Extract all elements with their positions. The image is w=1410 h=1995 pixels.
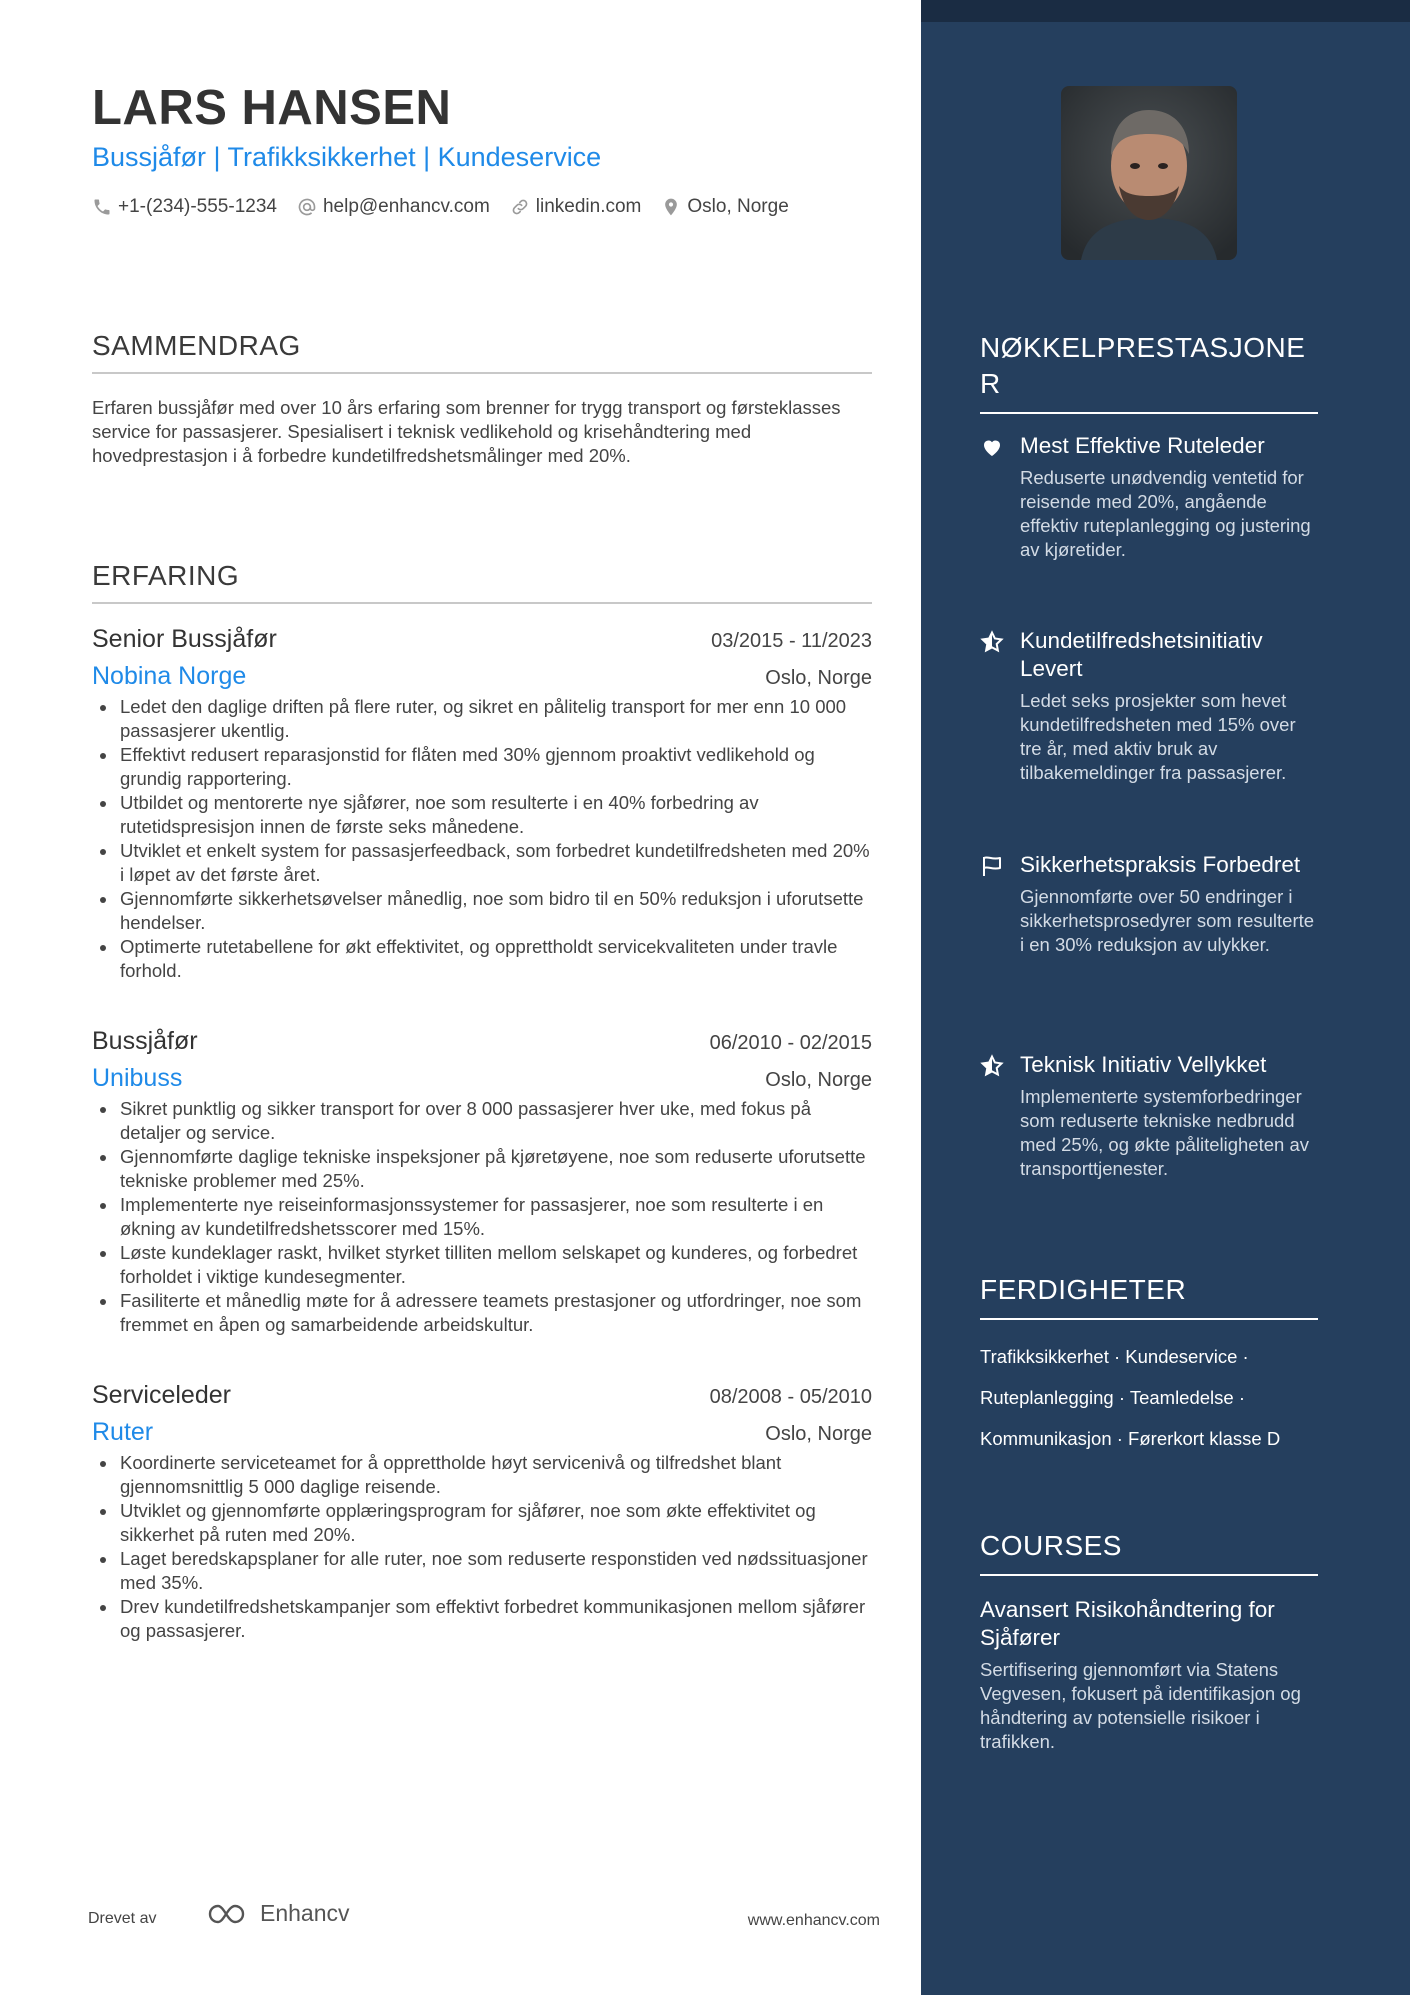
brand-logo[interactable]	[206, 1900, 350, 1927]
job-bullet: Implementerte nye reiseinformasjonssystemer for passasjerer, noe som resulterte i en økning av kundetilfredshetsscorer med 15%.	[92, 1193, 872, 1241]
job-bullet: Ledet den daglige driften på flere ruter, og sikret en pålitelig transport for mer enn 10 000 passasjerer ukentlig.	[92, 695, 872, 743]
courses-title: COURSES	[980, 1528, 1318, 1576]
contact-location	[661, 196, 788, 218]
job-bullet: Gjennomførte daglige tekniske inspeksjoner på kjøretøyene, noe som reduserte uforutsette tekniske problemer med 25%.	[92, 1145, 872, 1193]
profile-photo	[1061, 86, 1237, 260]
job-bullets	[92, 1097, 872, 1337]
candidate-headline: Bussjåfør | Trafikksikkerhet | Kundeservice	[92, 142, 602, 172]
heart-icon	[980, 435, 1004, 459]
achievement-item	[980, 432, 1318, 562]
candidate-name: LARS HANSEN	[92, 81, 452, 135]
at-icon	[297, 197, 317, 217]
location-pin-icon	[661, 197, 681, 217]
skills-line: Ruteplanlegging · Teamledelse ·	[980, 1387, 1245, 1408]
achievements-title: NØKKELPRESTASJONER	[980, 330, 1318, 414]
experience-section	[92, 560, 872, 1641]
job-dates: 03/2015 - 11/2023	[711, 630, 872, 652]
contact-bar	[92, 196, 789, 218]
achievement-item	[980, 627, 1318, 785]
job-title: Senior Bussjåfør	[92, 625, 277, 653]
job-bullet: Sikret punktlig og sikker transport for over 8 000 passasjerer hver uke, med fokus på detaljer og service.	[92, 1097, 872, 1145]
website-link[interactable]: www.enhancv.com	[747, 1912, 880, 1929]
profile-photo-image	[1061, 86, 1237, 260]
job-title: Serviceleder	[92, 1381, 231, 1409]
brand-name: Enhancv	[260, 1900, 350, 1926]
job-bullet: Utviklet et enkelt system for passasjerfeedback, som forbedret kundetilfredsheten med 20% i løpet av det første året.	[92, 839, 872, 887]
phone-text: +1-(234)-555-1234	[118, 196, 277, 217]
course-title: Avansert Risikohåndtering for Sjåfører	[980, 1597, 1275, 1650]
achievement-item	[980, 851, 1318, 957]
skills-section	[980, 1272, 1318, 1459]
job-dates: 08/2008 - 05/2010	[709, 1386, 872, 1408]
footer	[88, 1900, 880, 1940]
summary-title: SAMMENDRAG	[92, 330, 872, 374]
star-icon	[980, 1054, 1004, 1078]
achievements-section	[980, 330, 1318, 1179]
star-icon	[980, 630, 1004, 654]
job-bullet: Løste kundeklager raskt, hvilket styrket tilliten mellom selskapet og kunderes, og forbedret forholdet i viktige kundesegmenter.	[92, 1241, 872, 1289]
achievement-title: Teknisk Initiativ Vellykket	[1020, 1052, 1267, 1077]
achievement-title: Mest Effektive Ruteleder	[1020, 433, 1265, 458]
job-bullet: Laget beredskapsplaner for alle ruter, noe som reduserte responstiden ved nødssituasjoner med 35%.	[92, 1547, 872, 1595]
location-text: Oslo, Norge	[687, 196, 789, 217]
job-bullet: Koordinerte serviceteamet for å opprettholde høyt servicenivå og tilfredshet blant gjennomsnittlig 5 000 daglige reisende.	[92, 1451, 872, 1499]
sidebar	[921, 0, 1410, 1995]
achievement-desc: Reduserte unødvendig ventetid for reisende med 20%, angående effektiv ruteplanlegging og justering av kjøretider.	[1020, 467, 1311, 560]
contact-linkedin[interactable]	[510, 196, 642, 218]
job-dates: 06/2010 - 02/2015	[709, 1032, 872, 1054]
link-icon	[510, 197, 530, 217]
job-entry	[92, 1381, 872, 1643]
powered-by-label: Drevet av	[88, 1910, 157, 1927]
summary-section	[92, 330, 872, 468]
summary-text: Erfaren bussjåfør med over 10 års erfaring som brenner for trygg transport og førsteklasses service for passasjerer. Spesialisert i teknisk vedlikehold og krisehåndtering med hovedprestasjon i å forbedre kundetilfredshetsmålinger med 20%.	[92, 397, 841, 466]
job-bullet: Effektivt redusert reparasjonstid for flåten med 30% gjennom proaktivt vedlikehold og grundig rapportering.	[92, 743, 872, 791]
job-bullet: Utviklet og gjennomførte opplæringsprogram for sjåfører, noe som økte effektivitet og sikkerhet på ruten med 20%.	[92, 1499, 872, 1547]
job-company: Ruter	[92, 1418, 154, 1446]
job-bullet: Drev kundetilfredshetskampanjer som effektivt forbedret kommunikasjonen mellom sjåfører og passasjerer.	[92, 1595, 872, 1643]
achievement-desc: Implementerte systemforbedringer som reduserte tekniske nedbrudd med 25%, og økte påliteligheten av transporttjenester.	[1020, 1086, 1309, 1179]
skills-line: Trafikksikkerhet · Kundeservice ·	[980, 1346, 1249, 1367]
job-company: Unibuss	[92, 1064, 183, 1092]
job-bullet: Utbildet og mentorerte nye sjåfører, noe som resulterte i en 40% forbedring av rutetidspresisjon innen de første seks månedene.	[92, 791, 872, 839]
sidebar-top-band	[921, 0, 1410, 22]
course-desc: Sertifisering gjennomført via Statens Vegvesen, fokusert på identifikasjon og håndtering av potensielle risikoer i trafikken.	[980, 1659, 1301, 1752]
job-location: Oslo, Norge	[765, 1069, 872, 1091]
skills-list	[980, 1336, 1318, 1459]
job-location: Oslo, Norge	[765, 667, 872, 689]
job-bullets	[92, 695, 872, 983]
job-bullet: Gjennomførte sikkerhetsøvelser månedlig, noe som bidro til en 50% reduksjon i uforutsette hendelser.	[92, 887, 872, 935]
skills-line: Kommunikasjon · Førerkort klasse D	[980, 1428, 1281, 1449]
experience-title: ERFARING	[92, 560, 872, 604]
achievement-title: Sikkerhetspraksis Forbedret	[1020, 852, 1301, 877]
courses-section	[980, 1528, 1318, 1754]
achievement-desc: Gjennomførte over 50 endringer i sikkerhetsprosedyrer som resulterte i en 30% reduksjon av ulykker.	[1020, 886, 1315, 955]
job-entry	[92, 625, 872, 983]
email-text: help@enhancv.com	[322, 196, 490, 217]
flag-icon	[980, 854, 1004, 878]
job-bullets	[92, 1451, 872, 1643]
job-bullet: Optimerte rutetabellene for økt effektivitet, og opprettholdt servicekvaliteten under travle forhold.	[92, 935, 872, 983]
job-location: Oslo, Norge	[765, 1423, 872, 1445]
enhancv-logo-icon	[206, 1901, 252, 1927]
job-bullet: Fasiliterte et månedlig møte for å adressere teamets prestasjoner og utfordringer, noe som fremmet en åpen og samarbeidende arbeidskultur.	[92, 1289, 872, 1337]
achievement-item	[980, 1051, 1318, 1181]
achievement-title: Kundetilfredshetsinitiativ Levert	[1020, 628, 1263, 681]
contact-email[interactable]	[297, 196, 490, 218]
skills-title: FERDIGHETER	[980, 1272, 1318, 1320]
contact-phone[interactable]	[92, 196, 277, 218]
job-company: Nobina Norge	[92, 662, 247, 690]
phone-icon	[92, 197, 112, 217]
job-title: Bussjåfør	[92, 1027, 198, 1055]
job-entry	[92, 1027, 872, 1337]
linkedin-text: linkedin.com	[535, 196, 642, 217]
achievement-desc: Ledet seks prosjekter som hevet kundetilfredsheten med 15% over tre år, med aktiv bruk av tilbakemeldinger fra passasjerer.	[1020, 690, 1296, 783]
